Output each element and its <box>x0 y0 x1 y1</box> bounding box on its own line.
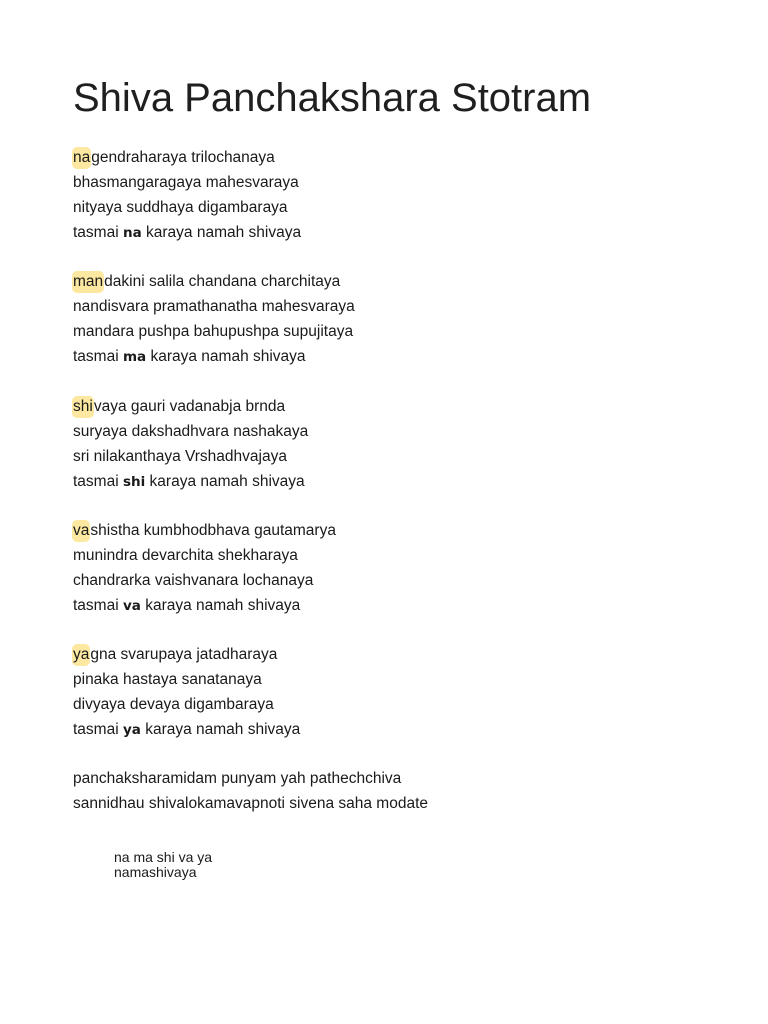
refrain-line <box>73 717 300 742</box>
footer-syllables: na ma shi va ya <box>114 849 213 865</box>
stanza-line <box>73 269 355 294</box>
closing-line: panchaksharamidam punyam yah pathechchiva <box>73 770 402 787</box>
refrain-suffix: karaya namah shivaya <box>140 597 301 614</box>
refrain-prefix: tasmai <box>73 224 123 241</box>
line-text: shistha kumbhodbhava gautamarya <box>90 522 336 539</box>
refrain-suffix: karaya namah shivaya <box>140 721 301 738</box>
stanza-line <box>73 518 336 543</box>
refrain-line <box>73 344 355 369</box>
highlighted-syllable: shi <box>72 396 94 418</box>
stanza-line: mandara pushpa bahupushpa supujitaya <box>73 323 354 340</box>
stanza-line: sri nilakanthaya Vrshadhvajaya <box>73 448 287 465</box>
stanza-line: munindra devarchita shekharaya <box>73 547 298 564</box>
highlighted-syllable: ya <box>72 644 90 666</box>
footer-mantra <box>114 850 212 880</box>
stanza-va <box>73 518 336 618</box>
line-text: dakini salila chandana charchitaya <box>104 273 341 290</box>
stanza-line <box>73 394 308 419</box>
refrain-suffix: karaya namah shivaya <box>141 224 302 241</box>
line-text: vaya gauri vadanabja brnda <box>93 398 286 415</box>
refrain-suffix: karaya namah shivaya <box>146 348 306 365</box>
refrain-prefix: tasmai <box>73 473 123 490</box>
stanza-ma <box>73 269 355 369</box>
bold-syllable: va <box>122 598 141 614</box>
highlighted-syllable: na <box>72 147 91 169</box>
refrain-prefix: tasmai <box>73 348 123 365</box>
closing-verse <box>73 766 428 816</box>
bold-syllable: ma <box>122 349 147 365</box>
bold-syllable: shi <box>122 474 146 490</box>
stanza-line: nandisvara pramathanatha mahesvaraya <box>73 298 355 315</box>
line-text: gna svarupaya jatadharaya <box>90 646 278 663</box>
stanza-shi <box>73 394 308 494</box>
stanza-line: chandrarka vaishvanara lochanaya <box>73 572 314 589</box>
bold-syllable: na <box>122 225 142 241</box>
stanza-line <box>73 145 301 170</box>
stanza-ya <box>73 642 300 742</box>
highlighted-syllable: va <box>72 520 90 542</box>
closing-line: sannidhau shivalokamavapnoti sivena saha modate <box>73 795 429 812</box>
refrain-line <box>73 469 308 494</box>
stanza-line: pinaka hastaya sanatanaya <box>73 671 262 688</box>
bold-syllable: ya <box>122 722 141 738</box>
refrain-prefix: tasmai <box>73 597 123 614</box>
stanza-line: nityaya suddhaya digambaraya <box>73 199 288 216</box>
stanza-line: divyaya devaya digambaraya <box>73 696 274 713</box>
refrain-suffix: karaya namah shivaya <box>145 473 305 490</box>
footer-mantra-word: namashivaya <box>114 864 197 880</box>
stanza-line <box>73 642 300 667</box>
stanza-line: bhasmangaragaya mahesvaraya <box>73 174 299 191</box>
highlighted-syllable: man <box>72 271 104 293</box>
line-text: gendraharaya trilochanaya <box>91 149 275 166</box>
stanza-na <box>73 145 301 245</box>
refrain-line <box>73 220 301 245</box>
refrain-line <box>73 593 336 618</box>
refrain-prefix: tasmai <box>73 721 123 738</box>
page-title: Shiva Panchakshara Stotram <box>73 76 592 120</box>
stanza-line: suryaya dakshadhvara nashakaya <box>73 423 309 440</box>
